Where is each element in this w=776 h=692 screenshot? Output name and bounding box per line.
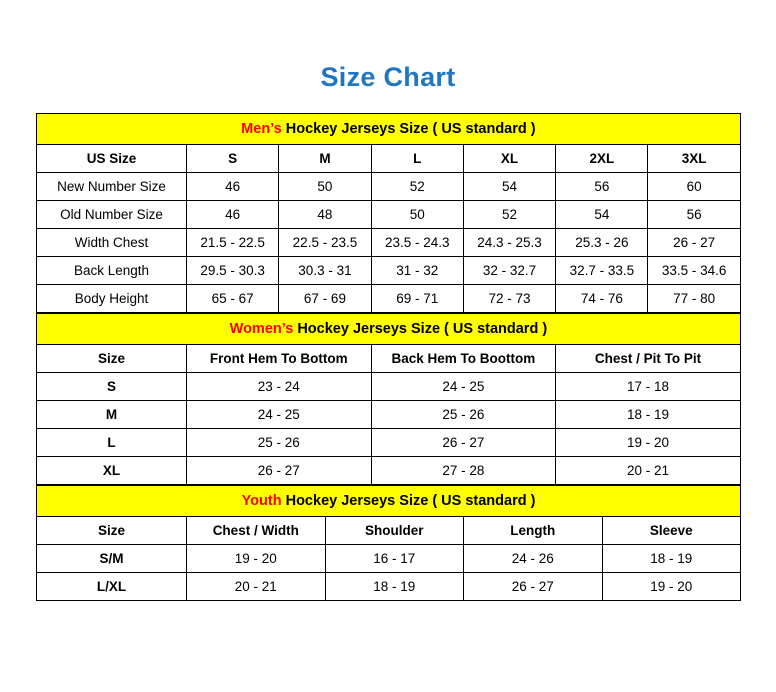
womens-band — [37, 314, 741, 345]
cell: 67 - 69 — [279, 285, 371, 313]
table-row — [37, 429, 741, 457]
row-label: Width Chest — [37, 229, 187, 257]
cell: 23.5 - 24.3 — [371, 229, 463, 257]
row-label: L/XL — [37, 573, 187, 601]
size-tables — [36, 113, 740, 601]
table-row — [37, 573, 741, 601]
cell: 56 — [648, 201, 740, 229]
col-header: Size — [37, 345, 187, 373]
cell: 26 - 27 — [371, 429, 556, 457]
cell: 48 — [279, 201, 371, 229]
col-header: Shoulder — [325, 517, 464, 545]
table-header-row — [37, 517, 741, 545]
table-band-row — [37, 114, 741, 145]
cell: 27 - 28 — [371, 457, 556, 485]
cell: 17 - 18 — [556, 373, 741, 401]
womens-band-accent: Women’s — [229, 321, 294, 337]
cell: 25.3 - 26 — [556, 229, 648, 257]
cell: 26 - 27 — [648, 229, 740, 257]
cell: 32.7 - 33.5 — [556, 257, 648, 285]
col-header: Chest / Width — [187, 517, 326, 545]
col-header: 3XL — [648, 145, 740, 173]
youth-band-accent: Youth — [241, 493, 282, 509]
table-row — [37, 173, 741, 201]
cell: 21.5 - 22.5 — [187, 229, 279, 257]
row-label: New Number Size — [37, 173, 187, 201]
cell: 56 — [556, 173, 648, 201]
cell: 50 — [279, 173, 371, 201]
cell: 20 - 21 — [556, 457, 741, 485]
row-label: L — [37, 429, 187, 457]
womens-band-rest: Hockey Jerseys Size ( US standard ) — [293, 321, 548, 337]
cell: 29.5 - 30.3 — [187, 257, 279, 285]
col-header: Length — [464, 517, 603, 545]
row-label: S/M — [37, 545, 187, 573]
table-row — [37, 285, 741, 313]
cell: 18 - 19 — [556, 401, 741, 429]
col-header: Size — [37, 517, 187, 545]
cell: 19 - 20 — [556, 429, 741, 457]
youth-band — [37, 486, 741, 517]
cell: 22.5 - 23.5 — [279, 229, 371, 257]
cell: 77 - 80 — [648, 285, 740, 313]
youth-band-rest: Hockey Jerseys Size ( US standard ) — [281, 493, 536, 509]
row-label: Body Height — [37, 285, 187, 313]
mens-band-rest: Hockey Jerseys Size ( US standard ) — [281, 121, 536, 137]
col-header: L — [371, 145, 463, 173]
cell: 25 - 26 — [371, 401, 556, 429]
table-header-row — [37, 145, 741, 173]
cell: 46 — [187, 173, 279, 201]
col-header: Back Hem To Boottom — [371, 345, 556, 373]
cell: 54 — [556, 201, 648, 229]
table-row — [37, 457, 741, 485]
cell: 72 - 73 — [463, 285, 555, 313]
table-row — [37, 201, 741, 229]
mens-band — [37, 114, 741, 145]
page-title: Size Chart — [320, 62, 456, 92]
cell: 25 - 26 — [187, 429, 372, 457]
table-band-row — [37, 314, 741, 345]
col-header: Sleeve — [602, 517, 741, 545]
cell: 32 - 32.7 — [463, 257, 555, 285]
cell: 23 - 24 — [187, 373, 372, 401]
table-row — [37, 545, 741, 573]
table-row — [37, 401, 741, 429]
col-header: Chest / Pit To Pit — [556, 345, 741, 373]
cell: 24 - 25 — [187, 401, 372, 429]
table-row — [37, 373, 741, 401]
cell: 52 — [371, 173, 463, 201]
col-header: M — [279, 145, 371, 173]
cell: 74 - 76 — [556, 285, 648, 313]
cell: 20 - 21 — [187, 573, 326, 601]
cell: 31 - 32 — [371, 257, 463, 285]
table-row — [37, 257, 741, 285]
cell: 65 - 67 — [187, 285, 279, 313]
cell: 18 - 19 — [325, 573, 464, 601]
cell: 46 — [187, 201, 279, 229]
cell: 26 - 27 — [187, 457, 372, 485]
cell: 30.3 - 31 — [279, 257, 371, 285]
cell: 60 — [648, 173, 740, 201]
cell: 19 - 20 — [602, 573, 741, 601]
cell: 26 - 27 — [464, 573, 603, 601]
table-header-row — [37, 345, 741, 373]
womens-size-table — [36, 313, 741, 485]
col-header: 2XL — [556, 145, 648, 173]
col-header: US Size — [37, 145, 187, 173]
col-header: Front Hem To Bottom — [187, 345, 372, 373]
row-label: Back Length — [37, 257, 187, 285]
cell: 24.3 - 25.3 — [463, 229, 555, 257]
cell: 18 - 19 — [602, 545, 741, 573]
cell: 69 - 71 — [371, 285, 463, 313]
cell: 52 — [463, 201, 555, 229]
cell: 19 - 20 — [187, 545, 326, 573]
row-label: M — [37, 401, 187, 429]
mens-band-accent: Men’s — [241, 121, 282, 137]
cell: 24 - 25 — [371, 373, 556, 401]
cell: 54 — [463, 173, 555, 201]
mens-size-table — [36, 113, 741, 313]
cell: 24 - 26 — [464, 545, 603, 573]
row-label: Old Number Size — [37, 201, 187, 229]
col-header: XL — [463, 145, 555, 173]
table-band-row — [37, 486, 741, 517]
cell: 33.5 - 34.6 — [648, 257, 740, 285]
youth-size-table — [36, 485, 741, 601]
cell: 16 - 17 — [325, 545, 464, 573]
table-row — [37, 229, 741, 257]
cell: 50 — [371, 201, 463, 229]
col-header: S — [187, 145, 279, 173]
row-label: XL — [37, 457, 187, 485]
row-label: S — [37, 373, 187, 401]
